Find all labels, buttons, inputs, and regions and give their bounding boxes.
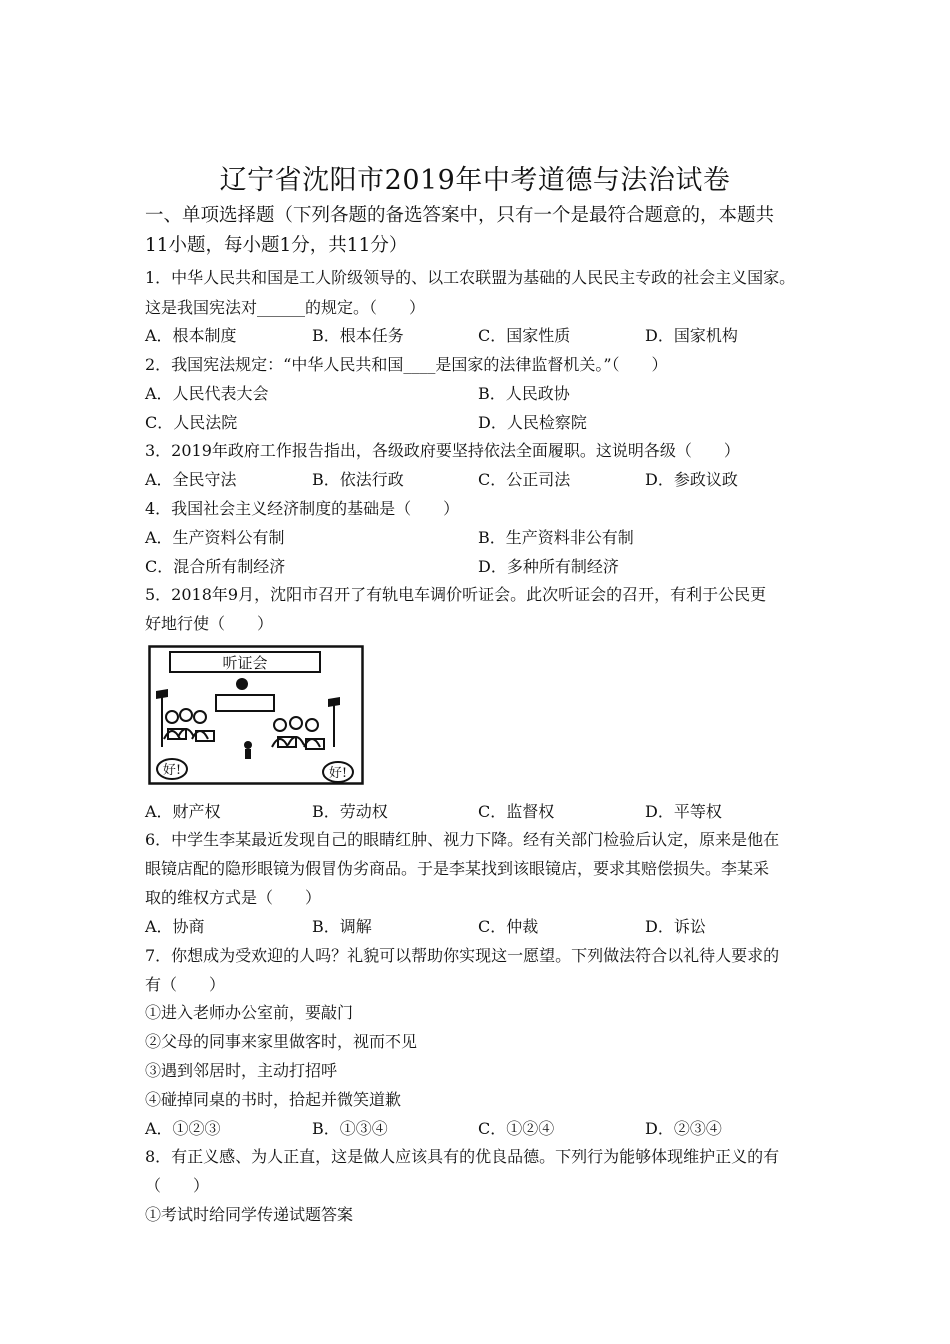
question-5-stem-line-2: 好地行使（ ） bbox=[145, 614, 274, 633]
question-6-stem-line-3: 取的维权方式是（ ） bbox=[145, 888, 322, 907]
question-4-option-d: D．多种所有制经济 bbox=[478, 557, 619, 576]
right-bubble-text: 好! bbox=[328, 766, 348, 781]
question-7-option-b: B．①③④ bbox=[312, 1119, 388, 1138]
left-bubble-text: 好! bbox=[162, 763, 182, 778]
question-4-option-a: A．生产资料公有制 bbox=[145, 528, 285, 547]
question-6-option-b: B．调解 bbox=[312, 917, 372, 936]
question-7-item-1: ①进入老师办公室前，要敲门 bbox=[145, 1003, 354, 1022]
question-4-option-c: C．混合所有制经济 bbox=[145, 557, 286, 576]
question-7-stem-line-2: 有（ ） bbox=[145, 975, 226, 994]
question-8-item-1: ①考试时给同学传递试题答案 bbox=[145, 1205, 354, 1224]
question-2-option-d: D．人民检察院 bbox=[478, 413, 587, 432]
page-title: 辽宁省沈阳市2019年中考道德与法治试卷 bbox=[219, 165, 731, 196]
question-3-option-d: D．参政议政 bbox=[645, 470, 738, 489]
question-7-item-2: ②父母的同事来家里做客时，视而不见 bbox=[145, 1032, 418, 1051]
question-3-stem: 3．2019年政府工作报告指出，各级政府要坚持依法全面履职。这说明各级（ ） bbox=[145, 441, 740, 460]
question-4-option-b: B．生产资料非公有制 bbox=[478, 528, 634, 547]
question-1-option-b: B．根本任务 bbox=[312, 326, 404, 345]
question-5-option-c: C．监督权 bbox=[478, 802, 555, 821]
question-7-item-4: ④碰掉同桌的书时，拾起并微笑道歉 bbox=[145, 1090, 402, 1109]
question-4-stem: 4．我国社会主义经济制度的基础是（ ） bbox=[145, 499, 460, 518]
question-3-option-c: C．公正司法 bbox=[478, 470, 571, 489]
question-6-option-a: A．协商 bbox=[145, 917, 205, 936]
question-1-stem-line-1: 1．中华人民共和国是工人阶级领导的、以工农联盟为基础的人民民主专政的社会主义国家。 bbox=[145, 268, 796, 287]
question-5-option-d: D．平等权 bbox=[645, 802, 722, 821]
section-heading-line-1: 一、单项选择题（下列各题的备选答案中，只有一个是最符合题意的，本题共 bbox=[145, 205, 775, 226]
question-2-stem: 2．我国宪法规定：“中华人民共和国____是国家的法律监督机关。”（ ） bbox=[145, 355, 668, 374]
question-8-stem-line-1: 8．有正义感、为人正直，这是做人应该具有的优良品德。下列行为能够体现维护正义的有 bbox=[145, 1147, 780, 1166]
question-1-option-d: D．国家机构 bbox=[645, 326, 738, 345]
question-1-stem-line-2: 这是我国宪法对______的规定。（ ） bbox=[145, 298, 426, 317]
question-7-option-c: C．①②④ bbox=[478, 1119, 555, 1138]
question-7-option-a: A．①②③ bbox=[145, 1119, 221, 1138]
question-6-stem-line-2: 眼镜店配的隐形眼镜为假冒伪劣商品。于是李某找到该眼镜店，要求其赔偿损失。李某采 bbox=[145, 859, 770, 878]
question-5-option-a: A．财产权 bbox=[145, 802, 221, 821]
question-6-option-c: C．仲裁 bbox=[478, 917, 539, 936]
question-6-option-d: D．诉讼 bbox=[645, 917, 706, 936]
question-8-stem-line-2: （ ） bbox=[145, 1176, 210, 1195]
hearing-illustration bbox=[148, 645, 364, 785]
question-1-option-c: C．国家性质 bbox=[478, 326, 571, 345]
question-7-item-3: ③遇到邻居时，主动打招呼 bbox=[145, 1061, 338, 1080]
question-3-option-a: A．全民守法 bbox=[145, 470, 237, 489]
question-1-option-a: A．根本制度 bbox=[145, 326, 237, 345]
question-2-option-b: B．人民政协 bbox=[478, 384, 570, 403]
question-3-option-b: B．依法行政 bbox=[312, 470, 404, 489]
banner-text: 听证会 bbox=[222, 654, 268, 672]
question-5-option-b: B．劳动权 bbox=[312, 802, 388, 821]
section-heading-line-2: 11小题，每小题1分，共11分） bbox=[145, 235, 408, 256]
question-5-stem-line-1: 5．2018年9月，沈阳市召开了有轨电车调价听证会。此次听证会的召开，有利于公民更 bbox=[145, 585, 767, 604]
question-6-stem-line-1: 6．中学生李某最近发现自己的眼睛红肿、视力下降。经有关部门检验后认定，原来是他在 bbox=[145, 830, 780, 849]
question-7-option-d: D．②③④ bbox=[645, 1119, 722, 1138]
question-7-stem-line-1: 7．你想成为受欢迎的人吗？礼貌可以帮助你实现这一愿望。下列做法符合以礼待人要求的 bbox=[145, 946, 780, 965]
question-2-option-c: C．人民法院 bbox=[145, 413, 238, 432]
question-2-option-a: A．人民代表大会 bbox=[145, 384, 269, 403]
